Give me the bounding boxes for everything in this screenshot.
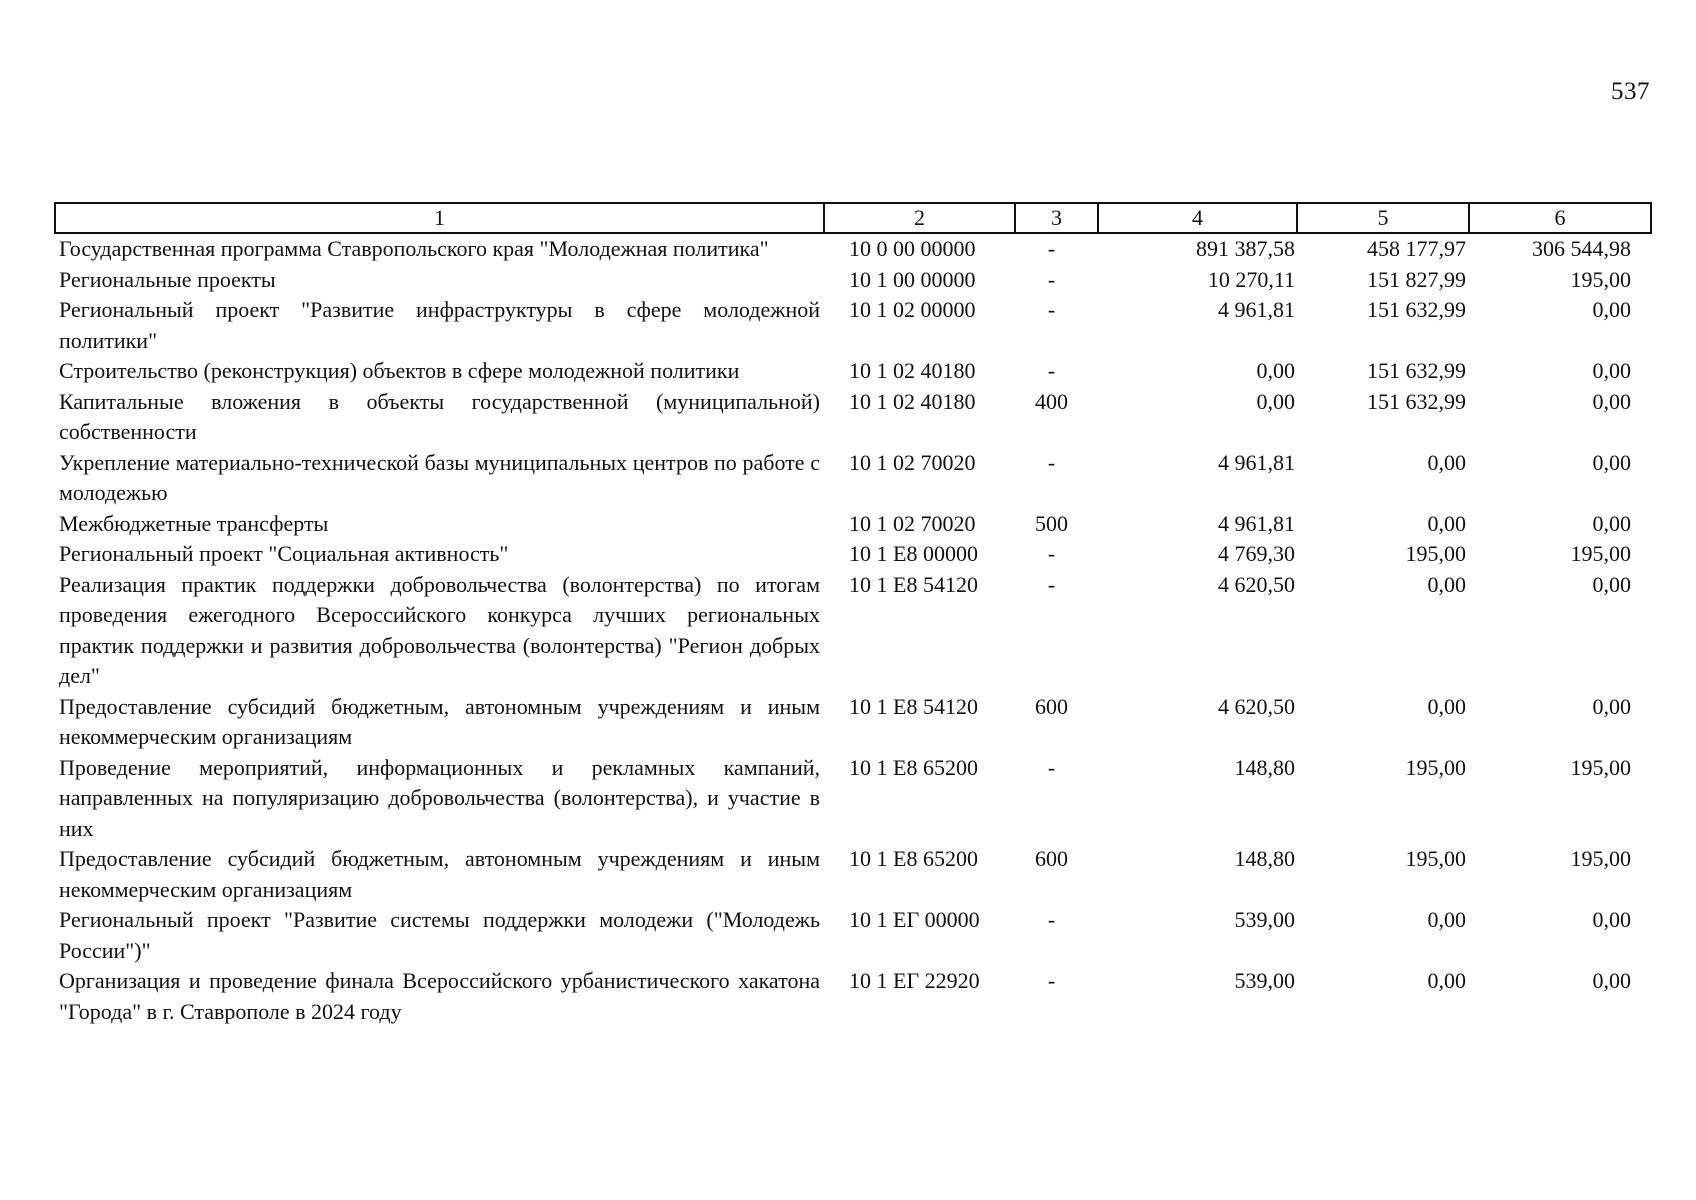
- table-row: [55, 233, 1651, 265]
- table-row: [55, 356, 1651, 387]
- row-value-col4: 4 961,81: [1218, 449, 1295, 475]
- table-row: [55, 570, 1651, 692]
- row-value-col5: 195,00: [1405, 846, 1466, 871]
- row-value-col4: 539,00: [1234, 907, 1295, 932]
- row-expense-type: -: [1047, 754, 1056, 780]
- row-value-col4: 148,80: [1234, 846, 1295, 871]
- row-value-col4: 4 961,81: [1218, 297, 1295, 322]
- row-expense-type: -: [1047, 358, 1056, 383]
- row-value-col4: 539,00: [1234, 968, 1295, 993]
- row-value-col6: 0,00: [1592, 693, 1631, 719]
- row-value-col5: 0,00: [1427, 907, 1466, 932]
- row-value-col5: 0,00: [1427, 510, 1466, 536]
- column-header-6: 6: [1469, 203, 1651, 233]
- row-value-col6: 0,00: [1592, 510, 1631, 536]
- row-expense-type: -: [1047, 297, 1056, 322]
- row-value-col6: 0,00: [1592, 449, 1631, 475]
- table-row: [55, 905, 1651, 966]
- row-expense-type: 500: [1035, 510, 1068, 536]
- row-value-col5: 151 632,99: [1367, 297, 1466, 322]
- table-row: [55, 539, 1651, 570]
- row-value-col4: 4 620,50: [1218, 693, 1295, 719]
- row-code: 10 1 02 70020: [849, 449, 976, 475]
- row-expense-type: 600: [1035, 846, 1068, 871]
- row-value-col5: 0,00: [1427, 968, 1466, 993]
- column-header-4: 4: [1098, 203, 1297, 233]
- row-code: 10 1 E8 65200: [849, 754, 978, 780]
- table-row: [55, 509, 1651, 540]
- row-expense-type: -: [1047, 541, 1056, 566]
- row-value-col4: 4 620,50: [1218, 571, 1295, 597]
- row-value-col6: 195,00: [1570, 846, 1631, 871]
- row-expense-type: 400: [1035, 388, 1068, 414]
- table-row: [55, 265, 1651, 296]
- column-header-3: 3: [1015, 203, 1098, 233]
- row-name: Межбюджетные трансферты: [59, 510, 329, 536]
- row-code: 10 1 02 70020: [849, 510, 976, 536]
- row-code: 10 1 E8 54120: [849, 571, 978, 597]
- row-value-col6: 306 544,98: [1532, 236, 1631, 261]
- budget-table: [54, 202, 1652, 1027]
- row-expense-type: -: [1047, 449, 1056, 475]
- column-header-5: 5: [1297, 203, 1469, 233]
- row-value-col4: 4 769,30: [1218, 541, 1295, 566]
- row-code: 10 1 E8 54120: [849, 693, 978, 719]
- row-name: Реализация практик поддержки добровольчества (волонтерства) по итогам проведения ежегодного Всероссийского конкурса лучших региональных практик поддержки и развития добровольчества (волонтерства) "Регион добрых дел": [59, 571, 820, 688]
- row-name: Предоставление субсидий бюджетным, автономным учреждениям и иным некоммерческим организациям: [59, 693, 820, 749]
- row-value-col5: 458 177,97: [1367, 236, 1466, 261]
- row-expense-type: -: [1047, 266, 1056, 292]
- row-expense-type: 600: [1035, 693, 1068, 719]
- row-code: 10 1 02 40180: [849, 388, 976, 414]
- row-name: Региональный проект "Развитие инфраструктуры в сфере молодежной политики": [59, 297, 820, 353]
- row-name: Проведение мероприятий, информационных и рекламных кампаний, направленных на популяризацию добровольчества (волонтерства), и участие в них: [59, 754, 820, 841]
- row-value-col5: 0,00: [1427, 449, 1466, 475]
- row-value-col5: 0,00: [1427, 693, 1466, 719]
- row-code: 10 1 E8 00000: [849, 541, 978, 566]
- row-name: Организация и проведение финала Всероссийского урбанистического хакатона "Города" в г. Ставрополе в 2024 году: [59, 968, 820, 1024]
- row-value-col4: 148,80: [1234, 754, 1295, 780]
- table-header-row: [55, 203, 1651, 233]
- row-value-col6: 0,00: [1592, 388, 1631, 414]
- row-value-col6: 0,00: [1592, 571, 1631, 597]
- row-value-col6: 0,00: [1592, 907, 1631, 932]
- table-row: [55, 448, 1651, 509]
- page-number: 537: [1611, 78, 1650, 105]
- row-code: 10 1 ЕГ 22920: [849, 968, 980, 993]
- row-value-col4: 0,00: [1256, 358, 1295, 383]
- row-expense-type: -: [1047, 907, 1056, 932]
- table-body: [55, 233, 1651, 1027]
- row-expense-type: -: [1047, 571, 1056, 597]
- row-code: 10 1 E8 65200: [849, 846, 978, 871]
- row-code: 10 1 02 00000: [849, 297, 976, 322]
- table-row: [55, 692, 1651, 753]
- row-expense-type: -: [1047, 968, 1056, 993]
- table-row: [55, 844, 1651, 905]
- row-code: 10 0 00 00000: [849, 236, 976, 261]
- column-header-2: 2: [824, 203, 1015, 233]
- row-name: Укрепление материально-технической базы муниципальных центров по работе с молодежью: [59, 449, 820, 505]
- table-row: [55, 295, 1651, 356]
- row-value-col6: 0,00: [1592, 968, 1631, 993]
- row-value-col4: 10 270,11: [1207, 266, 1295, 292]
- table-row: [55, 753, 1651, 845]
- row-value-col6: 195,00: [1570, 266, 1631, 292]
- row-value-col6: 0,00: [1592, 297, 1631, 322]
- column-header-1: 1: [55, 203, 824, 233]
- row-name: Строительство (реконструкция) объектов в сфере молодежной политики: [59, 358, 740, 383]
- table-row: [55, 387, 1651, 448]
- row-code: 10 1 02 40180: [849, 358, 976, 383]
- row-name: Региональный проект "Развитие системы поддержки молодежи ("Молодежь России")": [59, 907, 820, 963]
- row-code: 10 1 ЕГ 00000: [849, 907, 980, 932]
- row-name: Капитальные вложения в объекты государственной (муниципальной) собственности: [59, 388, 820, 444]
- row-value-col6: 0,00: [1592, 358, 1631, 383]
- row-code: 10 1 00 00000: [849, 266, 976, 292]
- row-value-col4: 0,00: [1256, 388, 1295, 414]
- row-value-col5: 195,00: [1405, 754, 1466, 780]
- row-value-col5: 151 632,99: [1367, 358, 1466, 383]
- table-row: [55, 966, 1651, 1027]
- row-name: Региональный проект "Социальная активность": [59, 541, 509, 566]
- row-value-col4: 4 961,81: [1218, 510, 1295, 536]
- row-name: Государственная программа Ставропольского края "Молодежная политика": [59, 236, 769, 261]
- row-expense-type: -: [1047, 236, 1056, 261]
- row-value-col5: 151 632,99: [1367, 388, 1466, 414]
- row-value-col4: 891 387,58: [1196, 236, 1295, 261]
- row-value-col6: 195,00: [1570, 541, 1631, 566]
- row-value-col5: 195,00: [1405, 541, 1466, 566]
- row-value-col5: 0,00: [1427, 571, 1466, 597]
- row-name: Региональные проекты: [59, 266, 276, 292]
- row-value-col5: 151 827,99: [1367, 266, 1466, 292]
- row-value-col6: 195,00: [1570, 754, 1631, 780]
- row-name: Предоставление субсидий бюджетным, автономным учреждениям и иным некоммерческим организациям: [59, 846, 820, 902]
